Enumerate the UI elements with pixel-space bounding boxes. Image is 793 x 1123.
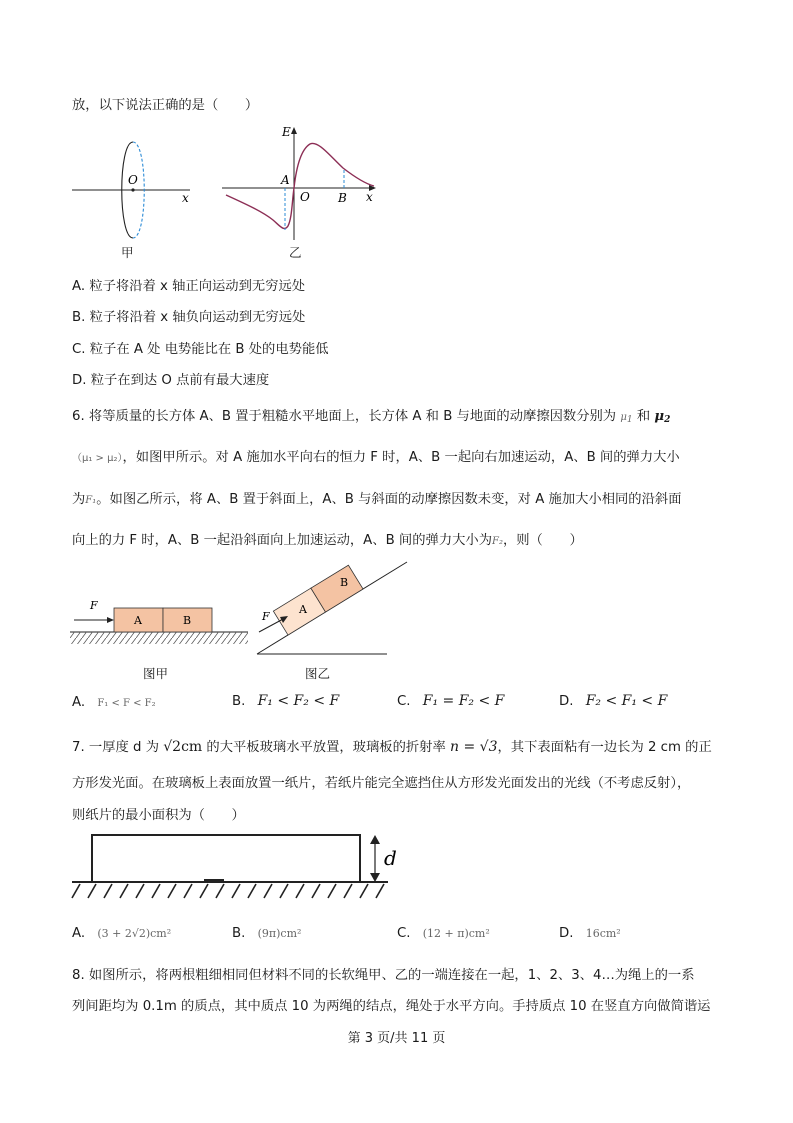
label-F: F <box>262 610 270 623</box>
q5-option-a: A. 粒子将沿着 x 轴正向运动到无穷远处 <box>72 279 306 294</box>
q6-line4 <box>72 529 583 548</box>
force-arrowhead <box>107 617 114 623</box>
mu1-symbol: μ1 <box>620 412 633 425</box>
q7-option-c: C. (12 + π)cm² <box>397 926 490 941</box>
q6-line4-end: ，则（ ） <box>502 533 583 548</box>
label-A: A <box>281 173 290 187</box>
q8-line1: 8. 如图所示，将两根粗细相同但材料不同的长软绳甲、乙的一端连接在一起，1、2、3、4…为绳上的一系 <box>72 968 695 983</box>
q6-option-b: B. F₁ < F₂ < F <box>232 693 340 709</box>
origin-dot <box>131 188 134 191</box>
q7-figure <box>70 830 410 908</box>
q7-line1 <box>72 736 712 755</box>
q6-and: 和 <box>636 409 651 424</box>
q7-option-a: A. (3 + 2√2)cm² <box>72 926 172 941</box>
label-O: O <box>128 173 138 187</box>
q7-line1-b: 的大平板玻璃水平放置，玻璃板的折射率 <box>206 740 446 755</box>
q5-caption-yi: 乙 <box>289 245 302 260</box>
label-B: B <box>183 614 192 627</box>
label-A: A <box>134 614 142 627</box>
q7-option-b: B. (9π)cm² <box>232 926 302 941</box>
q5-figure-yi <box>218 122 383 247</box>
q6-line2 <box>72 446 680 465</box>
glass-plate <box>92 835 360 882</box>
label-x: x <box>182 191 189 205</box>
q6-line3 <box>72 488 682 507</box>
q7-option-d: D. 16cm² <box>559 926 621 941</box>
label-F: F <box>90 599 98 612</box>
q8-line2: 列间距均为 0.1m 的质点，其中质点 10 为两绳的结点，绳处于水平方向。手持质点 10 在竖直方向做简谐运 <box>72 999 711 1014</box>
page-footer: 第 3 页/共 11 页 <box>347 1031 446 1046</box>
q6-caption-jia: 图甲 <box>143 666 169 681</box>
light-source <box>204 879 224 882</box>
q6-condition: （μ₁ > μ₂） <box>72 453 123 464</box>
label-E: E <box>282 125 291 139</box>
q6-F1: F₁ <box>85 495 97 506</box>
label-B: B <box>338 191 347 205</box>
q6-caption-yi: 图乙 <box>305 666 331 681</box>
d-arrow-bottom <box>370 873 380 882</box>
q7-line1-a: 7. 一厚度 d 为 <box>72 740 159 755</box>
q6-option-d: D. F₂ < F₁ < F <box>559 693 668 709</box>
ground-hatch <box>72 884 384 898</box>
label-d: d <box>384 846 397 870</box>
q5-option-d: D. 粒子在到达 O 点前有最大速度 <box>72 373 270 388</box>
q5-figure-jia <box>68 122 198 262</box>
q7-thickness: √2cm <box>163 739 203 755</box>
q6-F2: F₂ <box>492 536 503 547</box>
d-arrow-top <box>370 835 380 844</box>
q7-n-expr: n = √3 <box>450 739 498 755</box>
q6-line4-text: 向上的力 F 时，A、B 一起沿斜面向上加速运动，A、B 间的弹力大小为 <box>72 533 493 548</box>
q5-option-b: B. 粒子将沿着 x 轴负向运动到无穷远处 <box>72 310 306 325</box>
label-O: O <box>300 190 310 204</box>
q6-option-a: A. F₁ < F < F₂ <box>72 695 156 710</box>
E-arrow <box>291 127 297 134</box>
q6-line3-text: 。如图乙所示，将 A、B 置于斜面上，A、B 与斜面的动摩擦因数未变，对 A 施加大小相同的沿斜面 <box>96 492 682 507</box>
label-A: A <box>299 603 307 616</box>
q6-line2-text: ，如图甲所示。对 A 施加水平向右的恒力 F 时，A、B 一起向右加速运动，A、B 间的弹力大小 <box>122 450 680 465</box>
E-curve <box>226 143 374 228</box>
q5-caption-jia: 甲 <box>121 245 134 260</box>
q6-option-c: C. F₁ = F₂ < F <box>397 693 505 709</box>
q6-figure-jia <box>70 590 255 652</box>
label-x: x <box>366 190 373 204</box>
q5-stem-end: 放，以下说法正确的是（ ） <box>72 98 259 113</box>
q7-line2: 方形发光面。在玻璃板上表面放置一纸片，若纸片能完全遮挡住从方形发光面发出的光线（不考虑反射）， <box>72 776 691 791</box>
label-B: B <box>340 576 349 589</box>
q6-line1-text: 6. 将等质量的长方体 A、B 置于粗糙水平地面上，长方体 A 和 B 与地面的动摩擦因数分别为 <box>72 409 617 424</box>
q7-line3: 则纸片的最小面积为（ ） <box>72 808 245 823</box>
q5-option-c: C. 粒子在 A 处 电势能比在 B 处的电势能低 <box>72 342 329 357</box>
q6-line3-pre: 为 <box>72 492 86 507</box>
ground-hatch <box>70 632 248 644</box>
q7-line1-c: ，其下表面粘有一边长为 2 cm 的正 <box>497 740 712 755</box>
q6-line1 <box>72 405 670 425</box>
q6-figure-yi <box>255 558 415 658</box>
mu2-symbol: $\mu_2$ <box>654 409 671 425</box>
